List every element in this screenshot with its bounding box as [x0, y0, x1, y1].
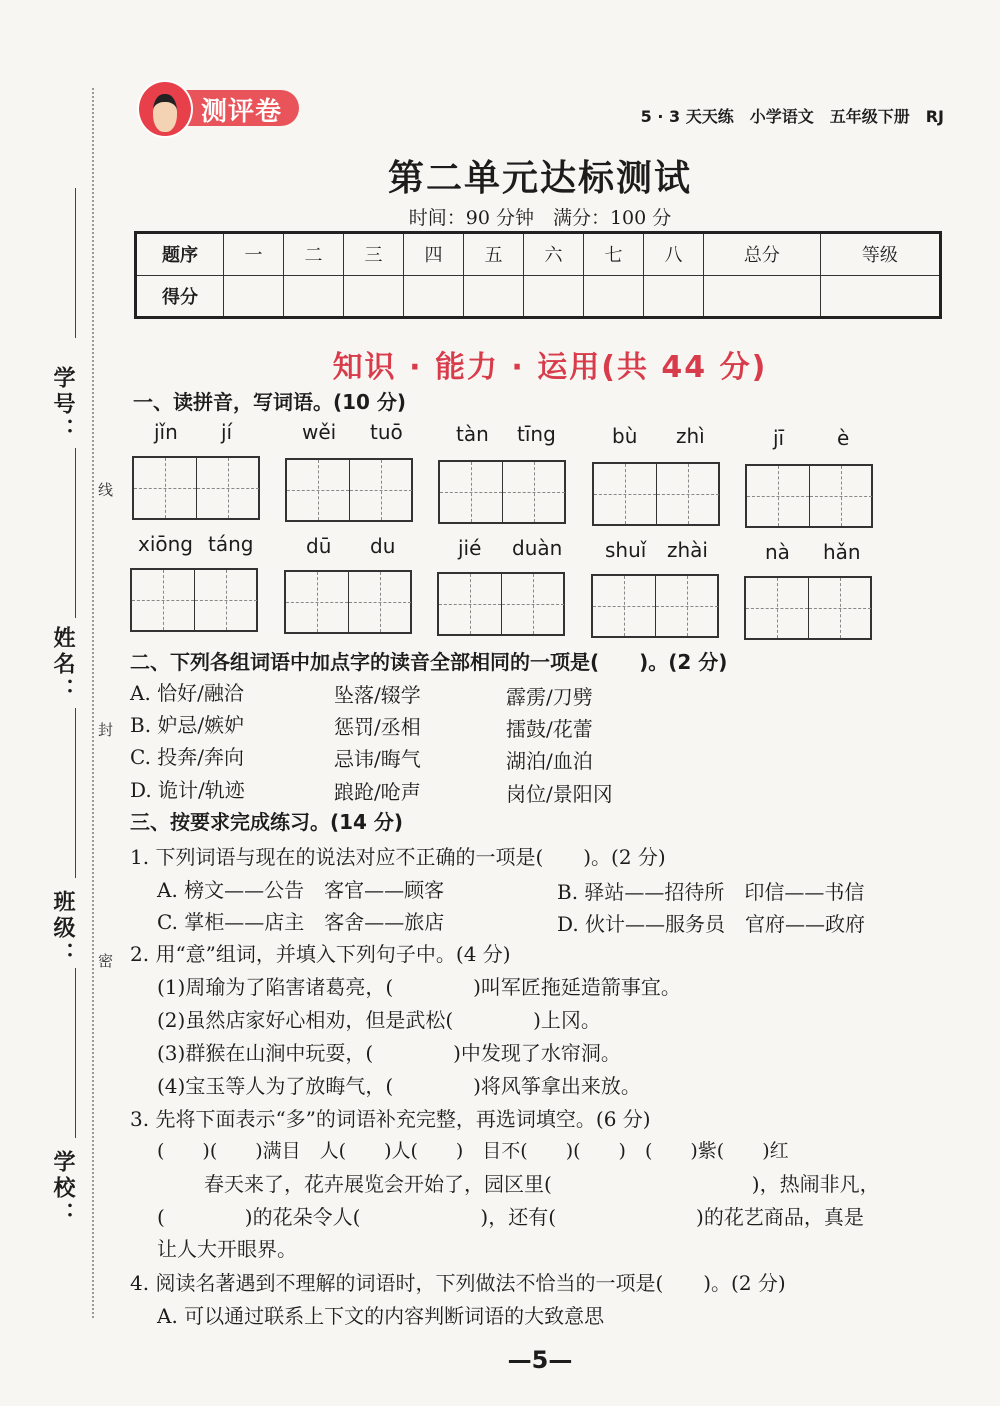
q2-heading: 二、下列各组词语中加点字的读音全部相同的一项是( )。(2 分) [130, 650, 728, 674]
q3-1-option-d[interactable]: D. 伙计——服务员 官府——政府 [557, 912, 866, 936]
q3-4-stem: 4. 阅读名著遇到不理解的词语时，下列做法不恰当的一项是( )。(2 分) [130, 1271, 786, 1295]
q2-option-word: 擂鼓/花蕾 [506, 717, 593, 741]
q2-option-word: 岗位/景阳冈 [506, 782, 613, 806]
pinyin: wěi [302, 420, 337, 444]
writing-grid[interactable] [284, 570, 412, 634]
q2-option-d[interactable]: D. 诡计/轨迹 [130, 778, 245, 802]
q3-2-sentence[interactable]: (3)群猴在山涧中玩耍，( )中发现了水帘洞。 [157, 1041, 621, 1065]
col-8: 八 [644, 233, 704, 276]
q3-1-option-c[interactable]: C. 掌柜——店主 客舍——旅店 [157, 910, 445, 934]
score-table-row [136, 233, 941, 276]
q3-3-paragraph[interactable]: ( )的花朵令人( )，还有( )的花艺商品，真是 [157, 1205, 864, 1229]
time-score-info: 时间：90 分钟 满分：100 分 [408, 207, 672, 229]
q2-option-word: 惩罚/丞相 [334, 715, 421, 739]
q3-3-blanks[interactable]: ( )( )满目 人( )人( ) 目不( )( ) ( )紫( )红 [157, 1140, 789, 1162]
pinyin: jī [773, 426, 785, 450]
q3-3-paragraph: 让人大开眼界。 [157, 1237, 297, 1261]
q3-1-option-a[interactable]: A. 榜文——公告 客官——顾客 [157, 878, 445, 902]
class-fill-line [75, 708, 76, 878]
pinyin: jié [458, 536, 482, 560]
table-head-score: 得分 [136, 275, 224, 318]
pinyin: zhì [676, 424, 705, 448]
score-cell[interactable] [464, 275, 524, 318]
score-cell[interactable] [584, 275, 644, 318]
q3-1-option-b[interactable]: B. 驿站——招待所 印信——书信 [557, 880, 865, 904]
pinyin: shuǐ [605, 538, 647, 562]
writing-grid[interactable] [130, 568, 258, 632]
binding-dotted-line [92, 88, 94, 1318]
q2-option-word: 坠落/辍学 [334, 683, 421, 707]
q2-option-b[interactable]: B. 妒忌/嫉妒 [130, 713, 245, 737]
writing-grid[interactable] [744, 576, 872, 640]
score-cell[interactable] [344, 275, 404, 318]
q3-3-paragraph[interactable]: 春天来了，花卉展览会开始了，园区里( )，热闹非凡， [204, 1172, 880, 1196]
score-table-row [136, 275, 941, 318]
name-label: 姓名： [50, 626, 76, 704]
writing-grid[interactable] [438, 460, 566, 524]
pinyin: zhài [667, 538, 708, 562]
col-7: 七 [584, 233, 644, 276]
series-info: 5 · 3 天天练 小学语文 五年级下册 RJ [640, 107, 944, 126]
test-badge [137, 80, 302, 134]
score-cell[interactable] [524, 275, 584, 318]
q2-option-word: 忌讳/晦气 [334, 747, 421, 771]
pinyin: jí [221, 420, 233, 444]
cut-mark-feng: 封 [96, 722, 114, 737]
q1-heading: 一、读拼音，写词语。(10 分) [133, 390, 407, 414]
score-cell[interactable] [704, 275, 821, 318]
table-head-order: 题序 [136, 233, 224, 276]
q3-2-sentence[interactable]: (4)宝玉等人为了放晦气，( )将风筝拿出来放。 [157, 1074, 641, 1098]
pinyin: dū [306, 534, 332, 558]
q2-option-c[interactable]: C. 投奔/奔向 [130, 745, 245, 769]
pinyin: tàn [456, 422, 489, 446]
score-cell[interactable] [404, 275, 464, 318]
pinyin: nà [765, 540, 790, 564]
col-4: 四 [404, 233, 464, 276]
col-5: 五 [464, 233, 524, 276]
q3-2-sentence[interactable]: (1)周瑜为了陷害诸葛亮，( )叫军匠拖延造箭事宜。 [157, 975, 681, 999]
pinyin: xiōng [138, 532, 193, 556]
col-total: 总分 [704, 233, 821, 276]
q2-option-word: 霹雳/刀劈 [506, 685, 593, 709]
score-cell[interactable] [224, 275, 284, 318]
writing-grid[interactable] [437, 572, 565, 636]
pinyin: jǐn [154, 420, 178, 444]
col-1: 一 [224, 233, 284, 276]
col-6: 六 [524, 233, 584, 276]
page-number: —5— [507, 1346, 573, 1374]
page-title: 第二单元达标测试 [387, 157, 692, 199]
pinyin: du [370, 534, 396, 558]
q3-1-stem: 1. 下列词语与现在的说法对应不正确的一项是( )。(2 分) [130, 845, 666, 869]
score-cell[interactable] [644, 275, 704, 318]
q2-option-a[interactable]: A. 恰好/融洽 [130, 681, 244, 705]
cut-mark-xian: 线 [96, 482, 114, 497]
pinyin: duàn [512, 536, 563, 560]
pinyin: tuō [370, 420, 403, 444]
name-fill-line [75, 448, 76, 618]
score-cell[interactable] [820, 275, 940, 318]
writing-grid[interactable] [132, 456, 260, 520]
section-title: 知识 · 能力 · 运用(共 44 分) [332, 350, 768, 385]
pinyin: táng [208, 532, 254, 556]
score-table [134, 231, 942, 319]
pinyin: hǎn [823, 540, 861, 564]
writing-grid[interactable] [285, 458, 413, 522]
school-label: 学校： [50, 1150, 76, 1228]
col-grade: 等级 [820, 233, 940, 276]
cartoon-face-icon [137, 80, 193, 138]
q3-heading: 三、按要求完成练习。(14 分) [130, 810, 404, 834]
col-2: 二 [284, 233, 344, 276]
pinyin: è [837, 426, 850, 450]
class-label: 班级： [50, 890, 76, 968]
q3-4-option-a[interactable]: A. 可以通过联系上下文的内容判断词语的大致意思 [157, 1304, 605, 1328]
col-3: 三 [344, 233, 404, 276]
q2-option-word: 湖泊/血泊 [506, 749, 593, 773]
q3-3-stem: 3. 先将下面表示“多”的词语补充完整，再选词填空。(6 分) [130, 1107, 651, 1131]
writing-grid[interactable] [591, 574, 719, 638]
q3-2-sentence[interactable]: (2)虽然店家好心相劝，但是武松( )上冈。 [157, 1008, 601, 1032]
pinyin: tīng [517, 422, 556, 446]
q2-option-word: 踉跄/呛声 [334, 780, 421, 804]
q3-2-stem: 2. 用“意”组词，并填入下列句子中。(4 分) [130, 942, 511, 966]
student-id-label: 学号： [50, 366, 76, 444]
badge-text: 测评卷 [201, 97, 283, 127]
school-fill-line [75, 968, 76, 1138]
writing-grid[interactable] [745, 464, 873, 528]
cut-mark-mi: 密 [96, 953, 114, 968]
pinyin: bù [612, 424, 638, 448]
writing-grid[interactable] [592, 462, 720, 526]
score-cell[interactable] [284, 275, 344, 318]
